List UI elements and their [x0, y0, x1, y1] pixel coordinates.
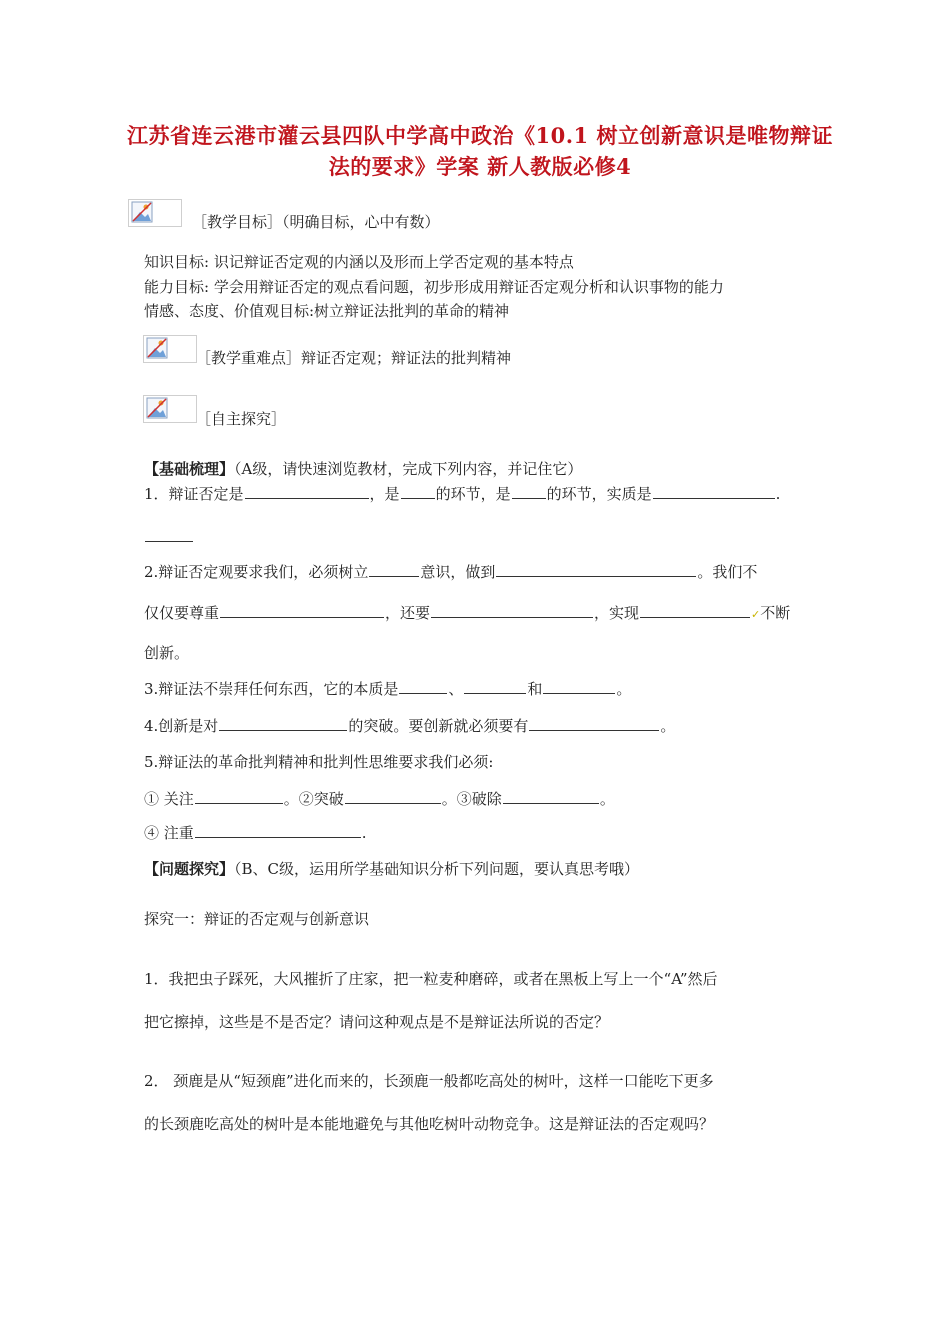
q5-item4-label: ④ 注重: [144, 824, 194, 842]
q3-text-a: 3.辩证法不崇拜任何东西，它的本质是: [144, 680, 399, 698]
q3-blank-1[interactable]: [399, 679, 447, 694]
q4-text-a: 4.创新是对: [144, 717, 219, 735]
q2-blank-3[interactable]: [220, 603, 384, 618]
basics-heading-note: （A级，请快速浏览教材，完成下列内容，并记住它）: [234, 460, 583, 478]
problem-2-line2: 的长颈鹿吃高处的树叶是本能地避免与其他吃树叶动物竞争。这是辩证法的否定观吗？: [144, 1115, 715, 1133]
q4-text-b: 的突破。要创新就必须要有: [348, 717, 529, 735]
q1-blank-5[interactable]: [145, 527, 193, 542]
question-3: [144, 679, 631, 699]
question-2-line2: [144, 603, 790, 625]
q5-item4-end: .: [361, 824, 367, 842]
q1-text-a: 1．辩证否定是: [144, 485, 244, 503]
q3-text-b: 、: [448, 680, 464, 698]
question-5: 5.辩证法的革命批判精神和批判性思维要求我们必须:: [144, 753, 494, 771]
question-2-line3: 创新。: [144, 644, 190, 662]
q4-blank-2[interactable]: [529, 716, 659, 731]
q5-item3-label: 。③破除: [441, 790, 502, 808]
q1-blank-2[interactable]: [401, 484, 435, 499]
q3-blank-2[interactable]: [464, 679, 526, 694]
q3-text-c: 和: [527, 680, 543, 698]
q1-blank-1[interactable]: [245, 484, 369, 499]
problem-1-line2: 把它擦掉，这些是不是否定？请问这种观点是不是辩证法所说的否定？: [144, 1013, 610, 1031]
q2-blank-1[interactable]: [369, 562, 419, 577]
teaching-goals-heading: ［教学目标］（明确目标，心中有数）: [192, 213, 440, 231]
q4-blank-1[interactable]: [219, 716, 347, 731]
q2-text-c: 。我们不: [697, 563, 758, 581]
q5-blank-2[interactable]: [345, 789, 441, 804]
problems-heading-bracket: 【问题探究】: [144, 860, 235, 878]
question-5-item-4: [144, 823, 367, 843]
question-4: [144, 716, 675, 736]
q5-item1-label: ① 关注: [144, 790, 194, 808]
q2-text-g: 不断: [760, 604, 791, 622]
inquiry-1-heading: 探究一：辩证的否定观与创新意识: [144, 910, 370, 928]
question-5-items-1-3: [144, 789, 615, 809]
q5-blank-1[interactable]: [195, 789, 283, 804]
q3-text-d: 。: [616, 680, 632, 698]
q2-text-a: 2.辩证否定观要求我们，必须树立: [144, 563, 369, 581]
q1-text-d: 的环节，实质是: [546, 485, 652, 503]
ability-goal: 能力目标: 学会用辩证否定的观点看问题，初步形成用辩证否定观分析和认识事物的能力: [144, 278, 724, 296]
problems-heading: [144, 859, 639, 879]
basics-heading-bracket: 【基础梳理】: [144, 460, 235, 478]
q5-blank-3[interactable]: [503, 789, 599, 804]
q2-blank-4[interactable]: [431, 603, 593, 618]
q2-text-f: ，实现: [594, 604, 640, 622]
problem-1-line1: 1．我把虫子踩死，大风摧折了庄家，把一粒麦种磨碎，或者在黑板上写上一个“A”然后: [144, 970, 718, 988]
q2-text-d: 仅仅要尊重: [144, 604, 220, 622]
q4-text-c: 。: [660, 717, 676, 735]
broken-image-icon: [143, 395, 197, 423]
question-1-continuation: [144, 527, 194, 547]
q1-text-b: ，是: [369, 485, 400, 503]
q1-blank-3[interactable]: [512, 484, 546, 499]
question-1: [144, 484, 780, 504]
q2-blank-5[interactable]: [640, 603, 750, 618]
document-title-line2: 法的要求》学案 新人教版必修4: [328, 154, 632, 179]
edit-mark-icon: ✓: [751, 608, 761, 621]
values-goal: 情感、态度、价值观目标:树立辩证法批判的革命的精神: [144, 302, 510, 320]
q1-blank-4[interactable]: [653, 484, 775, 499]
broken-image-icon: [143, 335, 197, 363]
q3-blank-3[interactable]: [543, 679, 615, 694]
document-title-line1: 江苏省连云港市灌云县四队中学高中政治《10.1 树立创新意识是唯物辩证: [127, 123, 833, 148]
q1-text-end: .: [775, 485, 781, 503]
problems-heading-note: （B、C级，运用所学基础知识分析下列问题，要认真思考哦）: [234, 860, 640, 878]
q5-blank-4[interactable]: [195, 823, 361, 838]
q1-text-c: 的环节，是: [435, 485, 511, 503]
q2-text-e: ，还要: [385, 604, 431, 622]
key-points-heading: ［教学重难点］辩证否定观；辩证法的批判精神: [196, 349, 512, 367]
knowledge-goal: 知识目标: 识记辩证否定观的内涵以及形而上学否定观的基本特点: [144, 253, 574, 271]
basics-heading: [144, 459, 582, 479]
problem-2-line1: 2． 颈鹿是从“短颈鹿”进化而来的，长颈鹿一般都吃高处的树叶，这样一口能吃下更多: [144, 1072, 714, 1090]
q2-blank-2[interactable]: [496, 562, 696, 577]
self-explore-heading: ［自主探究］: [196, 410, 287, 428]
q5-item3-end: 。: [599, 790, 615, 808]
question-2-line1: [144, 562, 757, 582]
q5-item2-label: 。②突破: [283, 790, 344, 808]
q2-text-b: 意识，做到: [420, 563, 496, 581]
broken-image-icon: [128, 199, 182, 227]
